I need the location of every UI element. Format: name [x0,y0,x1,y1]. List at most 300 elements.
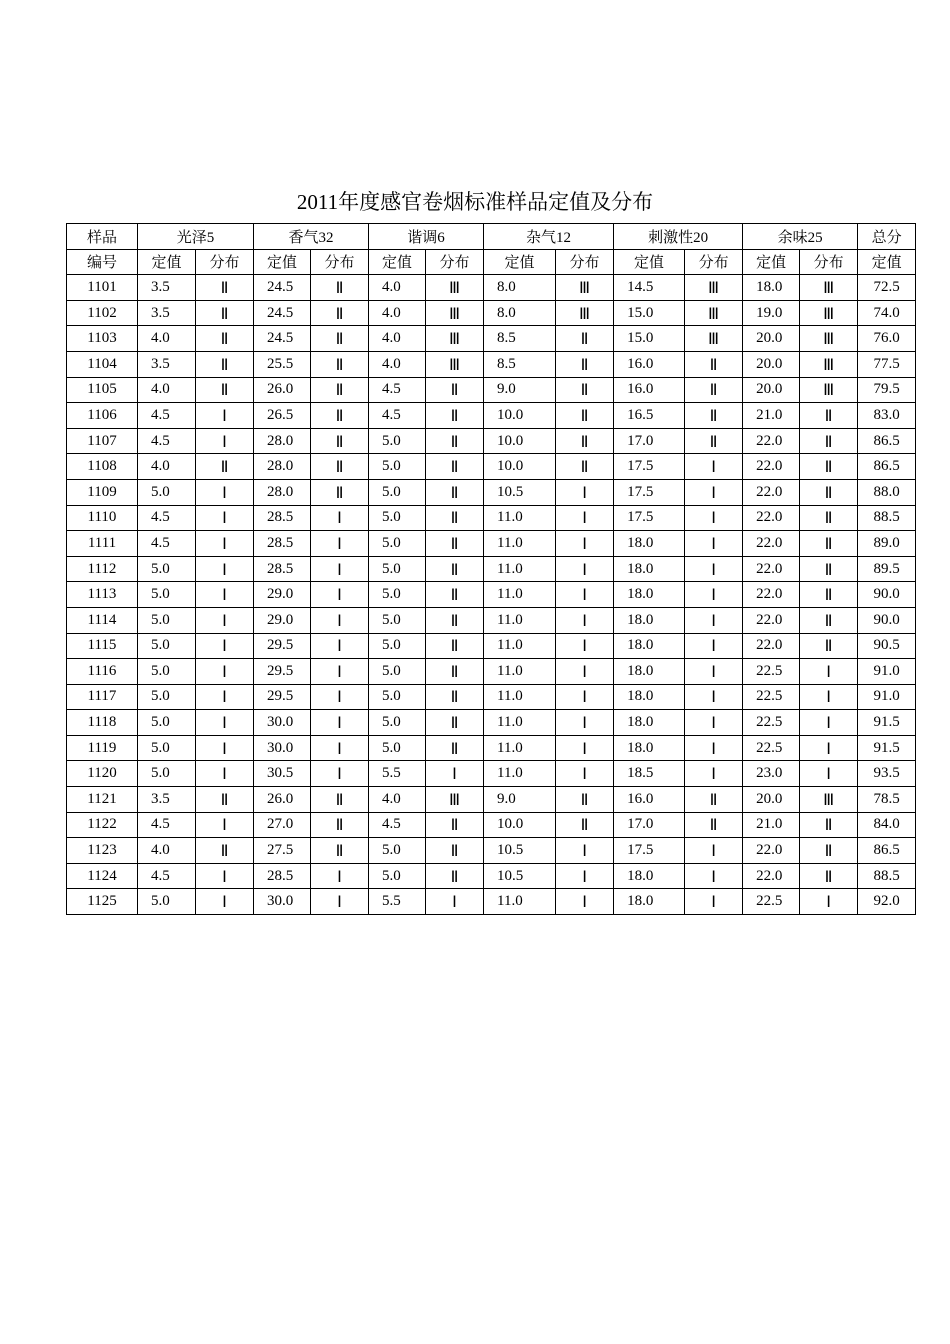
cell-aftertaste-value: 20.0 [743,326,800,352]
table-row [67,684,916,710]
table-row [67,787,916,813]
cell-harmony-dist: Ⅱ [426,403,484,429]
header-dist: 分布 [556,249,614,275]
header-group-aroma: 香气32 [254,224,369,250]
cell-aftertaste-dist: Ⅱ [800,505,858,531]
header-value: 定值 [138,249,196,275]
cell-aroma-dist: Ⅰ [311,633,369,659]
cell-aftertaste-dist: Ⅱ [800,556,858,582]
cell-sample-id: 1111 [67,531,138,557]
cell-offnote-dist: Ⅱ [556,428,614,454]
cell-offnote-dist: Ⅱ [556,787,614,813]
cell-total-value: 90.5 [858,633,916,659]
cell-harmony-dist: Ⅲ [426,326,484,352]
cell-total-value: 83.0 [858,403,916,429]
cell-gloss-dist: Ⅰ [196,403,254,429]
cell-offnote-value: 11.0 [484,659,556,685]
cell-irritation-dist: Ⅰ [685,531,743,557]
cell-total-value: 86.5 [858,454,916,480]
cell-offnote-dist: Ⅱ [556,326,614,352]
table-row [67,556,916,582]
header-row-subcolumns [67,249,916,275]
cell-harmony-value: 5.0 [369,735,426,761]
cell-aftertaste-value: 19.0 [743,300,800,326]
cell-harmony-dist: Ⅱ [426,812,484,838]
cell-irritation-dist: Ⅰ [685,684,743,710]
cell-aroma-value: 28.5 [254,556,311,582]
cell-aftertaste-dist: Ⅰ [800,761,858,787]
cell-offnote-value: 11.0 [484,582,556,608]
cell-harmony-dist: Ⅲ [426,300,484,326]
cell-total-value: 88.0 [858,479,916,505]
cell-gloss-dist: Ⅰ [196,479,254,505]
cell-harmony-value: 4.5 [369,403,426,429]
cell-aftertaste-value: 20.0 [743,787,800,813]
cell-sample-id: 1108 [67,454,138,480]
table-row [67,531,916,557]
cell-sample-id: 1106 [67,403,138,429]
cell-offnote-dist: Ⅰ [556,761,614,787]
cell-aftertaste-dist: Ⅱ [800,531,858,557]
header-dist: 分布 [196,249,254,275]
cell-sample-id: 1122 [67,812,138,838]
cell-gloss-value: 4.5 [138,505,196,531]
cell-harmony-value: 5.0 [369,863,426,889]
cell-aftertaste-dist: Ⅲ [800,787,858,813]
cell-aftertaste-dist: Ⅰ [800,684,858,710]
cell-offnote-dist: Ⅰ [556,582,614,608]
cell-harmony-value: 4.0 [369,787,426,813]
cell-total-value: 77.5 [858,351,916,377]
cell-gloss-dist: Ⅰ [196,428,254,454]
cell-irritation-value: 17.0 [614,812,685,838]
cell-aftertaste-dist: Ⅲ [800,300,858,326]
cell-harmony-dist: Ⅱ [426,377,484,403]
table-row [67,505,916,531]
cell-gloss-dist: Ⅱ [196,787,254,813]
cell-irritation-dist: Ⅱ [685,377,743,403]
cell-aftertaste-value: 22.5 [743,735,800,761]
cell-offnote-dist: Ⅱ [556,454,614,480]
cell-aroma-value: 25.5 [254,351,311,377]
cell-aftertaste-dist: Ⅲ [800,377,858,403]
cell-total-value: 86.5 [858,838,916,864]
cell-irritation-dist: Ⅰ [685,505,743,531]
cell-sample-id: 1102 [67,300,138,326]
cell-gloss-value: 5.0 [138,659,196,685]
cell-irritation-dist: Ⅲ [685,300,743,326]
cell-aroma-value: 24.5 [254,326,311,352]
cell-total-value: 91.5 [858,710,916,736]
cell-offnote-value: 8.0 [484,300,556,326]
cell-irritation-value: 16.0 [614,787,685,813]
cell-harmony-dist: Ⅱ [426,710,484,736]
cell-irritation-dist: Ⅰ [685,479,743,505]
cell-aftertaste-dist: Ⅱ [800,863,858,889]
table-row [67,479,916,505]
cell-irritation-value: 16.5 [614,403,685,429]
cell-gloss-dist: Ⅱ [196,838,254,864]
cell-sample-id: 1124 [67,863,138,889]
cell-harmony-dist: Ⅱ [426,863,484,889]
cell-gloss-value: 4.5 [138,428,196,454]
cell-offnote-dist: Ⅰ [556,633,614,659]
cell-harmony-value: 5.0 [369,454,426,480]
table-row [67,351,916,377]
cell-total-value: 88.5 [858,863,916,889]
cell-offnote-value: 10.0 [484,403,556,429]
cell-irritation-dist: Ⅰ [685,556,743,582]
table-row [67,607,916,633]
cell-irritation-dist: Ⅰ [685,735,743,761]
cell-harmony-dist: Ⅲ [426,787,484,813]
cell-aroma-dist: Ⅱ [311,275,369,301]
table-row [67,582,916,608]
cell-aftertaste-value: 22.0 [743,556,800,582]
cell-harmony-value: 5.0 [369,556,426,582]
table-row [67,377,916,403]
cell-aftertaste-value: 20.0 [743,351,800,377]
cell-aftertaste-dist: Ⅰ [800,659,858,685]
cell-irritation-dist: Ⅲ [685,326,743,352]
cell-offnote-value: 11.0 [484,531,556,557]
cell-sample-id: 1125 [67,889,138,915]
cell-aftertaste-dist: Ⅰ [800,710,858,736]
cell-aftertaste-dist: Ⅱ [800,403,858,429]
cell-total-value: 84.0 [858,812,916,838]
cell-aftertaste-dist: Ⅲ [800,275,858,301]
cell-harmony-value: 4.0 [369,351,426,377]
cell-gloss-value: 4.0 [138,377,196,403]
cell-total-value: 89.0 [858,531,916,557]
header-group-harmony: 谐调6 [369,224,484,250]
cell-irritation-dist: Ⅰ [685,889,743,915]
cell-gloss-dist: Ⅱ [196,300,254,326]
cell-harmony-value: 5.0 [369,505,426,531]
cell-offnote-value: 11.0 [484,684,556,710]
cell-aroma-value: 26.0 [254,377,311,403]
cell-irritation-value: 18.0 [614,684,685,710]
cell-offnote-value: 11.0 [484,633,556,659]
cell-gloss-dist: Ⅱ [196,454,254,480]
cell-total-value: 74.0 [858,300,916,326]
cell-harmony-value: 5.0 [369,710,426,736]
cell-gloss-value: 3.5 [138,275,196,301]
cell-offnote-dist: Ⅰ [556,531,614,557]
cell-aftertaste-dist: Ⅱ [800,582,858,608]
cell-sample-id: 1121 [67,787,138,813]
cell-offnote-dist: Ⅱ [556,351,614,377]
cell-aroma-dist: Ⅰ [311,659,369,685]
cell-harmony-dist: Ⅱ [426,838,484,864]
cell-sample-id: 1109 [67,479,138,505]
cell-harmony-value: 4.0 [369,326,426,352]
cell-aftertaste-value: 20.0 [743,377,800,403]
cell-gloss-value: 3.5 [138,300,196,326]
cell-aftertaste-dist: Ⅱ [800,633,858,659]
cell-aroma-dist: Ⅰ [311,505,369,531]
table-row [67,454,916,480]
cell-gloss-value: 5.0 [138,607,196,633]
cell-offnote-value: 8.5 [484,326,556,352]
cell-aroma-value: 28.5 [254,505,311,531]
cell-offnote-dist: Ⅰ [556,735,614,761]
table-row [67,659,916,685]
cell-gloss-value: 3.5 [138,351,196,377]
table-row [67,863,916,889]
cell-offnote-value: 11.0 [484,761,556,787]
cell-offnote-dist: Ⅰ [556,659,614,685]
cell-aftertaste-dist: Ⅱ [800,479,858,505]
cell-aroma-value: 29.5 [254,633,311,659]
cell-total-value: 72.5 [858,275,916,301]
cell-offnote-dist: Ⅰ [556,710,614,736]
cell-irritation-value: 17.0 [614,428,685,454]
cell-aftertaste-value: 22.0 [743,531,800,557]
cell-irritation-value: 18.0 [614,735,685,761]
cell-aftertaste-value: 22.0 [743,633,800,659]
header-dist: 分布 [800,249,858,275]
cell-offnote-value: 11.0 [484,710,556,736]
cell-harmony-value: 5.0 [369,582,426,608]
cell-irritation-value: 17.5 [614,454,685,480]
cell-sample-id: 1112 [67,556,138,582]
cell-aftertaste-value: 22.0 [743,863,800,889]
cell-sample-id: 1110 [67,505,138,531]
cell-harmony-dist: Ⅱ [426,531,484,557]
cell-gloss-value: 5.0 [138,710,196,736]
header-row-groups [67,224,916,250]
cell-aftertaste-value: 22.0 [743,582,800,608]
cell-offnote-value: 9.0 [484,787,556,813]
header-group-irritation: 刺激性20 [614,224,743,250]
cell-gloss-dist: Ⅰ [196,761,254,787]
cell-irritation-dist: Ⅰ [685,633,743,659]
cell-sample-id: 1116 [67,659,138,685]
cell-aftertaste-dist: Ⅱ [800,607,858,633]
cell-harmony-dist: Ⅱ [426,684,484,710]
cell-offnote-value: 11.0 [484,607,556,633]
cell-aftertaste-value: 22.0 [743,505,800,531]
cell-gloss-value: 3.5 [138,787,196,813]
cell-sample-id: 1114 [67,607,138,633]
cell-total-value: 78.5 [858,787,916,813]
cell-aroma-dist: Ⅰ [311,556,369,582]
cell-aroma-dist: Ⅰ [311,761,369,787]
cell-offnote-dist: Ⅰ [556,684,614,710]
table-row [67,403,916,429]
header-value: 定值 [369,249,426,275]
cell-aftertaste-dist: Ⅱ [800,428,858,454]
cell-aroma-dist: Ⅱ [311,454,369,480]
table-row [67,300,916,326]
cell-total-value: 90.0 [858,582,916,608]
cell-total-value: 88.5 [858,505,916,531]
header-group-aftertaste: 余味25 [743,224,858,250]
cell-harmony-dist: Ⅱ [426,582,484,608]
cell-aftertaste-dist: Ⅰ [800,735,858,761]
cell-aroma-dist: Ⅰ [311,889,369,915]
cell-aftertaste-dist: Ⅱ [800,838,858,864]
cell-harmony-dist: Ⅱ [426,735,484,761]
cell-irritation-value: 17.5 [614,838,685,864]
cell-irritation-dist: Ⅰ [685,607,743,633]
cell-gloss-dist: Ⅰ [196,531,254,557]
cell-gloss-dist: Ⅰ [196,659,254,685]
cell-offnote-dist: Ⅱ [556,812,614,838]
cell-irritation-dist: Ⅰ [685,863,743,889]
cell-aftertaste-value: 21.0 [743,812,800,838]
cell-gloss-dist: Ⅱ [196,351,254,377]
cell-gloss-dist: Ⅰ [196,582,254,608]
header-dist: 分布 [685,249,743,275]
cell-irritation-value: 18.5 [614,761,685,787]
cell-offnote-value: 8.5 [484,351,556,377]
table-row [67,889,916,915]
cell-offnote-value: 10.5 [484,863,556,889]
cell-harmony-value: 5.0 [369,684,426,710]
cell-aroma-value: 26.0 [254,787,311,813]
cell-gloss-value: 5.0 [138,761,196,787]
cell-aftertaste-value: 22.5 [743,710,800,736]
cell-harmony-dist: Ⅱ [426,428,484,454]
cell-aroma-dist: Ⅰ [311,582,369,608]
cell-harmony-dist: Ⅱ [426,505,484,531]
cell-aroma-value: 30.0 [254,710,311,736]
header-sample-bottom: 编号 [67,249,138,275]
cell-offnote-dist: Ⅰ [556,838,614,864]
cell-irritation-dist: Ⅰ [685,582,743,608]
cell-aroma-value: 30.0 [254,735,311,761]
cell-irritation-dist: Ⅰ [685,761,743,787]
cell-offnote-dist: Ⅱ [556,377,614,403]
cell-aroma-dist: Ⅱ [311,351,369,377]
cell-aroma-value: 28.0 [254,428,311,454]
cell-harmony-dist: Ⅱ [426,479,484,505]
cell-aftertaste-dist: Ⅲ [800,351,858,377]
cell-offnote-dist: Ⅰ [556,863,614,889]
cell-aroma-value: 28.5 [254,531,311,557]
cell-irritation-value: 18.0 [614,531,685,557]
cell-irritation-value: 16.0 [614,377,685,403]
table-row [67,838,916,864]
cell-harmony-dist: Ⅱ [426,633,484,659]
table-row [67,761,916,787]
cell-irritation-value: 18.0 [614,710,685,736]
cell-harmony-dist: Ⅱ [426,454,484,480]
cell-gloss-value: 4.0 [138,454,196,480]
table-body [67,275,916,915]
cell-irritation-value: 17.5 [614,479,685,505]
cell-irritation-value: 18.0 [614,889,685,915]
cell-aroma-value: 26.5 [254,403,311,429]
header-group-offnote: 杂气12 [484,224,614,250]
cell-offnote-value: 11.0 [484,505,556,531]
cell-irritation-dist: Ⅱ [685,403,743,429]
cell-total-value: 93.5 [858,761,916,787]
cell-aroma-dist: Ⅰ [311,735,369,761]
cell-total-value: 91.5 [858,735,916,761]
cell-gloss-value: 4.5 [138,403,196,429]
table-row [67,735,916,761]
header-value: 定值 [614,249,685,275]
cell-irritation-value: 18.0 [614,582,685,608]
cell-gloss-value: 4.0 [138,326,196,352]
cell-irritation-dist: Ⅰ [685,838,743,864]
cell-irritation-value: 18.0 [614,607,685,633]
cell-gloss-dist: Ⅰ [196,710,254,736]
cell-aftertaste-value: 21.0 [743,403,800,429]
cell-offnote-dist: Ⅰ [556,889,614,915]
header-value: 定值 [254,249,311,275]
cell-sample-id: 1115 [67,633,138,659]
table-row [67,633,916,659]
cell-gloss-dist: Ⅰ [196,889,254,915]
cell-irritation-dist: Ⅲ [685,275,743,301]
cell-aroma-dist: Ⅱ [311,838,369,864]
cell-aftertaste-dist: Ⅱ [800,812,858,838]
cell-aftertaste-value: 23.0 [743,761,800,787]
cell-aroma-value: 24.5 [254,275,311,301]
header-sample-top: 样品 [67,224,138,250]
cell-gloss-dist: Ⅰ [196,505,254,531]
cell-aroma-value: 27.0 [254,812,311,838]
cell-gloss-dist: Ⅰ [196,812,254,838]
header-group-gloss: 光泽5 [138,224,254,250]
document-title: 2011年度感官卷烟标准样品定值及分布 [296,190,654,214]
cell-total-value: 79.5 [858,377,916,403]
cell-aftertaste-value: 22.0 [743,479,800,505]
cell-harmony-dist: Ⅰ [426,889,484,915]
table-row [67,812,916,838]
cell-aroma-value: 29.5 [254,659,311,685]
cell-aroma-dist: Ⅱ [311,377,369,403]
cell-sample-id: 1118 [67,710,138,736]
cell-gloss-dist: Ⅰ [196,556,254,582]
cell-offnote-value: 10.0 [484,454,556,480]
cell-gloss-value: 5.0 [138,582,196,608]
cell-aroma-dist: Ⅰ [311,863,369,889]
cell-aftertaste-value: 22.5 [743,889,800,915]
cell-offnote-dist: Ⅲ [556,300,614,326]
cell-gloss-value: 4.5 [138,531,196,557]
cell-irritation-value: 18.0 [614,863,685,889]
cell-aroma-dist: Ⅱ [311,428,369,454]
cell-aroma-dist: Ⅱ [311,300,369,326]
cell-aftertaste-value: 22.0 [743,428,800,454]
cell-gloss-dist: Ⅰ [196,863,254,889]
cell-harmony-value: 5.0 [369,607,426,633]
cell-sample-id: 1105 [67,377,138,403]
cell-sample-id: 1104 [67,351,138,377]
cell-total-value: 89.5 [858,556,916,582]
cell-offnote-value: 11.0 [484,889,556,915]
cell-aroma-dist: Ⅱ [311,787,369,813]
cell-aroma-value: 30.5 [254,761,311,787]
cell-aroma-value: 29.5 [254,684,311,710]
cell-gloss-value: 5.0 [138,479,196,505]
cell-total-value: 90.0 [858,607,916,633]
cell-harmony-dist: Ⅰ [426,761,484,787]
cell-gloss-dist: Ⅰ [196,607,254,633]
cell-offnote-value: 11.0 [484,556,556,582]
table-row [67,326,916,352]
cell-gloss-value: 4.0 [138,838,196,864]
cell-sample-id: 1101 [67,275,138,301]
cell-aroma-dist: Ⅱ [311,812,369,838]
cell-aroma-dist: Ⅱ [311,479,369,505]
cell-irritation-value: 18.0 [614,556,685,582]
